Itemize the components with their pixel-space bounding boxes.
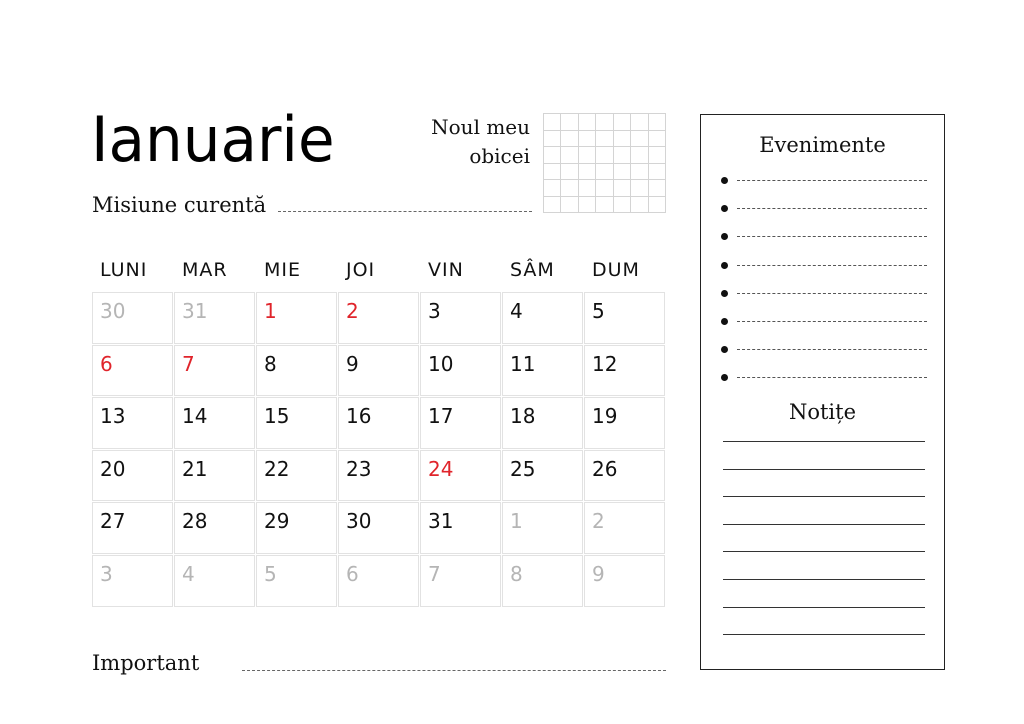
mission-label: Misiune curentă — [92, 193, 267, 217]
day-cell: 8 — [502, 555, 583, 607]
day-cell: 6 — [92, 345, 173, 397]
event-line — [737, 236, 927, 237]
day-cell: 4 — [174, 555, 255, 607]
day-cell: 26 — [584, 450, 665, 502]
habit-cell — [579, 131, 596, 148]
habit-cell — [561, 131, 578, 148]
habit-cell — [544, 114, 561, 131]
day-cell: 29 — [256, 502, 337, 554]
weekday-label: VIN — [428, 259, 464, 281]
notes-title: Notițe — [788, 400, 857, 424]
day-cell: 2 — [338, 292, 419, 344]
day-cell: 12 — [584, 345, 665, 397]
day-cell: 10 — [420, 345, 501, 397]
habit-cell — [649, 114, 666, 131]
day-cell: 17 — [420, 397, 501, 449]
weekday-label: JOI — [346, 259, 376, 281]
habit-cell — [561, 180, 578, 197]
habit-cell — [579, 197, 596, 214]
day-cell: 1 — [256, 292, 337, 344]
note-line — [723, 469, 925, 470]
weekday-label: DUM — [592, 259, 640, 281]
day-cell: 4 — [502, 292, 583, 344]
habit-cell — [614, 114, 631, 131]
note-line — [723, 634, 925, 635]
bullet-icon — [721, 318, 728, 325]
day-cell: 9 — [338, 345, 419, 397]
habit-cell — [631, 164, 648, 181]
day-cell: 7 — [174, 345, 255, 397]
bullet-icon — [721, 205, 728, 212]
habit-label-line-1: Noul meu — [431, 115, 530, 139]
day-cell: 24 — [420, 450, 501, 502]
habit-cell — [596, 164, 613, 181]
day-cell: 3 — [92, 555, 173, 607]
habit-cell — [614, 147, 631, 164]
day-cell: 25 — [502, 450, 583, 502]
habit-cell — [631, 197, 648, 214]
habit-cell — [614, 164, 631, 181]
day-cell: 1 — [502, 502, 583, 554]
event-line — [737, 265, 927, 266]
bullet-icon — [721, 262, 728, 269]
day-cell: 30 — [338, 502, 419, 554]
event-line — [737, 293, 927, 294]
habit-cell — [561, 164, 578, 181]
weekday-header — [92, 259, 666, 281]
day-cell: 3 — [420, 292, 501, 344]
habit-cell — [614, 131, 631, 148]
day-cell: 11 — [502, 345, 583, 397]
event-item — [721, 346, 927, 356]
habit-cell — [631, 180, 648, 197]
event-item — [721, 177, 927, 187]
day-cell: 9 — [584, 555, 665, 607]
event-line — [737, 349, 927, 350]
day-cell: 28 — [174, 502, 255, 554]
day-cell: 14 — [174, 397, 255, 449]
event-item — [721, 318, 927, 328]
event-item — [721, 205, 927, 215]
habit-cell — [596, 147, 613, 164]
day-cell: 8 — [256, 345, 337, 397]
day-cell: 21 — [174, 450, 255, 502]
habit-tracker-grid — [543, 113, 666, 213]
day-cell: 15 — [256, 397, 337, 449]
habit-cell — [561, 197, 578, 214]
day-cell: 19 — [584, 397, 665, 449]
event-item — [721, 262, 927, 272]
calendar-grid — [92, 292, 666, 608]
habit-cell — [579, 180, 596, 197]
habit-cell — [649, 180, 666, 197]
note-line — [723, 607, 925, 608]
habit-cell — [631, 147, 648, 164]
habit-cell — [544, 164, 561, 181]
event-item — [721, 233, 927, 243]
day-cell: 22 — [256, 450, 337, 502]
note-line — [723, 551, 925, 552]
weekday-label: SÂM — [510, 259, 555, 281]
note-line — [723, 579, 925, 580]
day-cell: 13 — [92, 397, 173, 449]
habit-cell — [544, 197, 561, 214]
habit-cell — [579, 147, 596, 164]
day-cell: 7 — [420, 555, 501, 607]
habit-cell — [544, 147, 561, 164]
bullet-icon — [721, 374, 728, 381]
bullet-icon — [721, 233, 728, 240]
day-cell: 5 — [584, 292, 665, 344]
event-item — [721, 290, 927, 300]
day-cell: 18 — [502, 397, 583, 449]
events-notes-panel — [700, 114, 945, 670]
habit-cell — [631, 114, 648, 131]
habit-cell — [631, 131, 648, 148]
habit-cell — [649, 147, 666, 164]
day-cell: 23 — [338, 450, 419, 502]
habit-cell — [596, 180, 613, 197]
day-cell: 20 — [92, 450, 173, 502]
habit-cell — [544, 131, 561, 148]
day-cell: 31 — [420, 502, 501, 554]
event-line — [737, 208, 927, 209]
day-cell: 2 — [584, 502, 665, 554]
day-cell: 5 — [256, 555, 337, 607]
event-line — [737, 180, 927, 181]
day-cell: 30 — [92, 292, 173, 344]
bullet-icon — [721, 177, 728, 184]
event-line — [737, 377, 927, 378]
habit-cell — [649, 164, 666, 181]
habit-cell — [614, 180, 631, 197]
habit-cell — [596, 131, 613, 148]
important-label: Important — [92, 651, 200, 675]
event-item — [721, 374, 927, 384]
habit-cell — [649, 197, 666, 214]
month-title: Ianuarie — [91, 103, 335, 176]
event-line — [737, 321, 927, 322]
bullet-icon — [721, 346, 728, 353]
habit-cell — [596, 197, 613, 214]
day-cell: 6 — [338, 555, 419, 607]
day-cell: 31 — [174, 292, 255, 344]
weekday-label: MIE — [264, 259, 302, 281]
habit-cell — [614, 197, 631, 214]
habit-label-line-2: obicei — [469, 144, 530, 168]
mission-line — [278, 211, 532, 212]
habit-cell — [544, 180, 561, 197]
day-cell: 16 — [338, 397, 419, 449]
important-line — [242, 670, 666, 671]
note-line — [723, 441, 925, 442]
weekday-label: LUNI — [100, 259, 148, 281]
habit-cell — [649, 131, 666, 148]
habit-cell — [579, 114, 596, 131]
habit-cell — [579, 164, 596, 181]
note-line — [723, 496, 925, 497]
habit-cell — [561, 147, 578, 164]
habit-cell — [596, 114, 613, 131]
events-title: Evenimente — [759, 133, 886, 157]
habit-cell — [561, 114, 578, 131]
bullet-icon — [721, 290, 728, 297]
day-cell: 27 — [92, 502, 173, 554]
weekday-label: MAR — [182, 259, 228, 281]
note-line — [723, 524, 925, 525]
habit-label — [400, 113, 530, 171]
